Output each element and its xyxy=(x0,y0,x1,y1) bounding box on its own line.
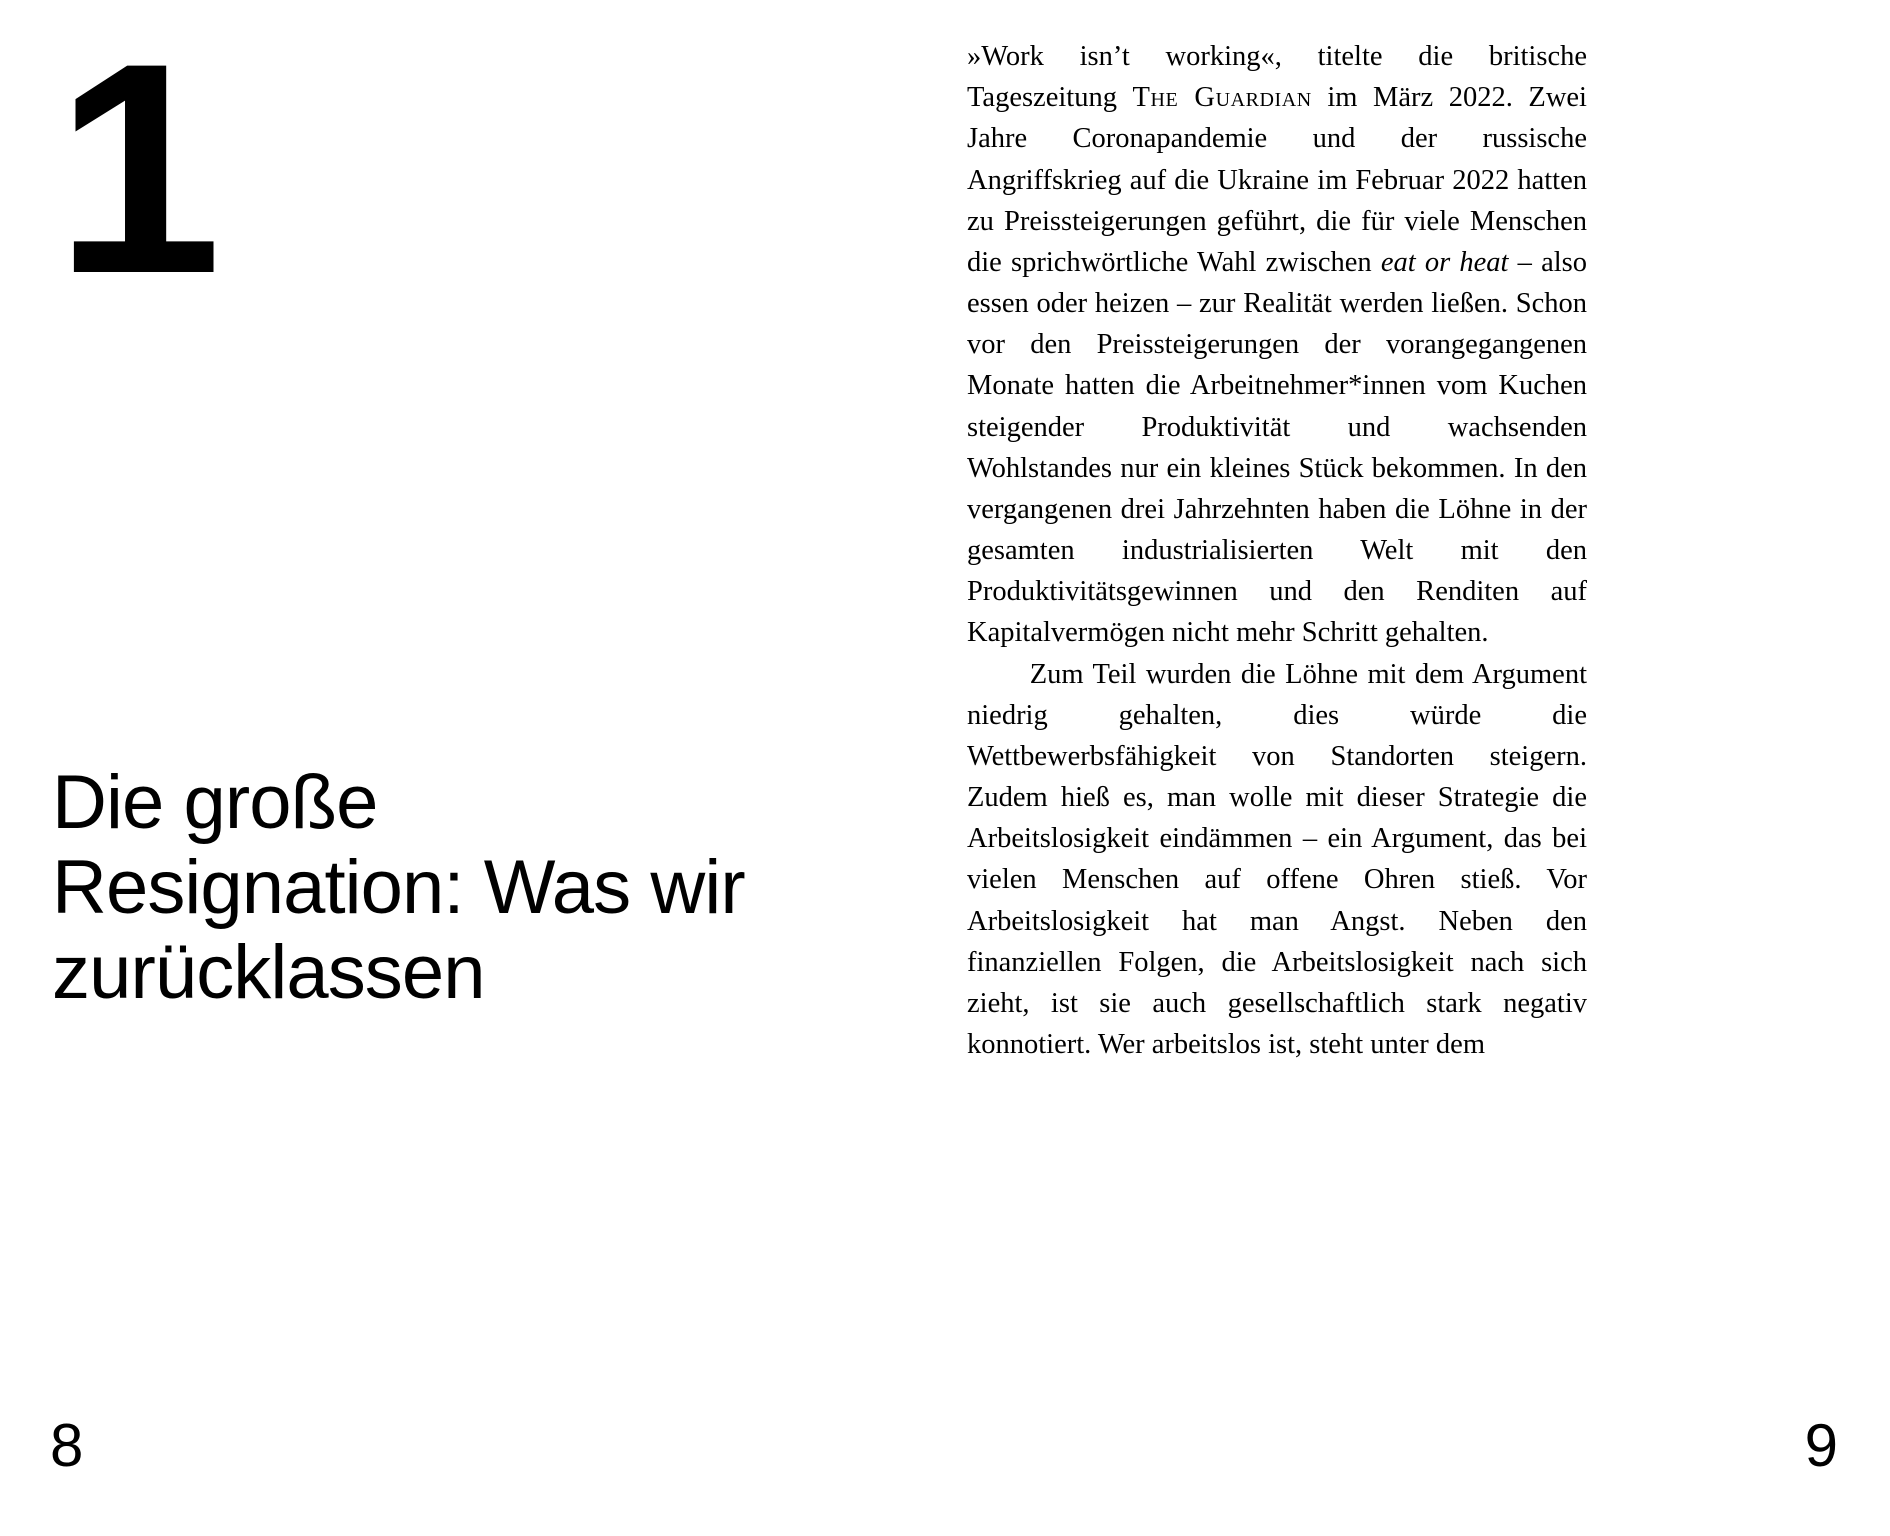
small-caps-text: The Guardian xyxy=(1132,82,1312,114)
body-text-column xyxy=(967,36,1587,1065)
page-number-right: 9 xyxy=(1804,1412,1838,1479)
chapter-title: Die große Resignation: Was wir zurücklassen xyxy=(52,760,745,1016)
paragraph: »Work isn’t working«, titelte die britische Tageszeitung The Guardian im März 2022. Zwei Jahre Coronapandemie und der russische Angriffskrieg auf die Ukraine im Februar 2022 hatten zu Preissteigerungen geführt, die für viele Menschen die sprichwörtliche Wahl zwischen eat or heat – also essen oder heizen – zur Realität werden ließen. Schon vor den Preissteigerungen der vorangegangenen Monate hatten die Arbeitnehmer*innen vom Kuchen steigender Produktivität und wachsenden Wohlstandes nur ein kleines Stück bekommen. In den vergangenen drei Jahrzehnten haben die Löhne in der gesamten industrialisierten Welt mit den Produktivitätsgewinnen und den Renditen auf Kapitalvermögen nicht mehr Schritt gehalten. xyxy=(967,41,1587,649)
page-number-left: 8 xyxy=(50,1412,84,1479)
chapter-number: 1 xyxy=(55,0,216,336)
italic-text: eat or heat xyxy=(1380,246,1509,278)
paragraph: Zum Teil wurden die Löhne mit dem Argument niedrig gehalten, dies würde die Wettbewerbsfähigkeit von Standorten steigern. Zudem hieß es, man wolle mit dieser Strategie die Arbeitslosigkeit eindämmen – ein Argument, das bei vielen Menschen auf offene Ohren stieß. Vor Arbeitslosigkeit hat man Angst. Neben den finanziellen Folgen, die Arbeitslosigkeit nach sich zieht, ist sie auch gesellschaftlich stark negativ konnotiert. Wer arbeitslos ist, steht unter dem xyxy=(967,658,1587,1061)
page-right xyxy=(945,0,1890,1536)
